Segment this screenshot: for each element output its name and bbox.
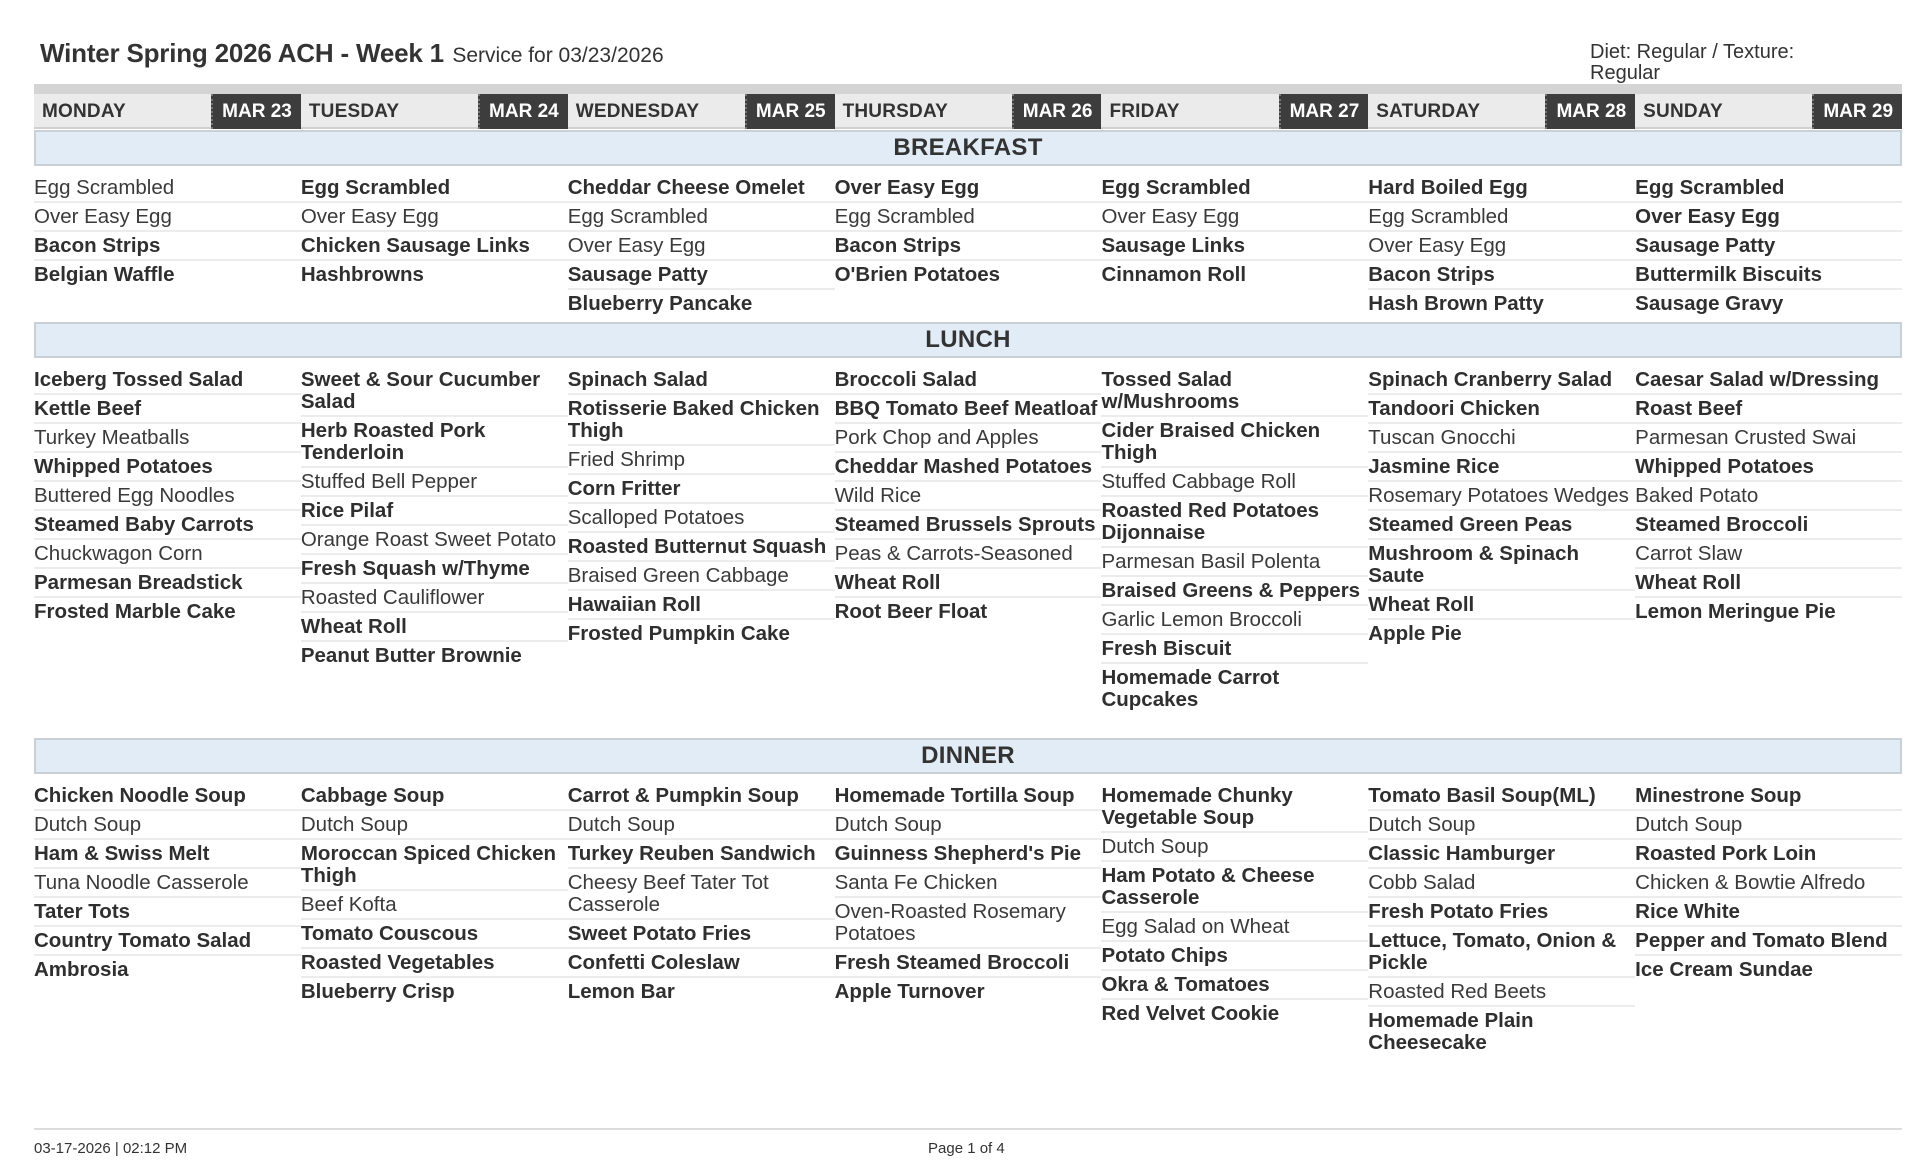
menu-item: Rice White [1635, 898, 1902, 927]
menu-item: Dutch Soup [34, 811, 301, 840]
menu-item: Egg Scrambled [835, 203, 1102, 232]
menu-item: Lemon Bar [567, 980, 675, 1003]
menu-item: Over Easy Egg [34, 203, 301, 232]
day-name: SATURDAY [1376, 100, 1481, 122]
menu-item: Chuckwagon Corn [34, 540, 301, 569]
menu-item: Fresh Squash w/Thyme [301, 555, 568, 584]
day-date-badge: MAR 25 [745, 94, 835, 129]
day-name: TUESDAY [308, 100, 400, 122]
menu-item: Homemade Tortilla Soup [835, 782, 1102, 811]
menu-item: Roasted Red Beets [1368, 978, 1635, 1007]
menu-item: Tomato Basil Soup(ML) [1368, 782, 1635, 811]
menu-item: Dutch Soup [1368, 811, 1635, 840]
menu-item: Country Tomato Salad [34, 927, 301, 956]
menu-item: Minestrone Soup [1635, 782, 1902, 811]
day-header-monday [34, 94, 301, 129]
service-date: Service for 03/23/2026 [452, 44, 664, 67]
menu-item: Caesar Salad w/Dressing [1635, 366, 1902, 395]
menu-item: Stuffed Bell Pepper [301, 468, 568, 497]
menu-item: Ambrosia [34, 958, 129, 981]
diet-line-1: Diet: Regular / Texture: [1590, 41, 1795, 63]
day-column-sunday [1635, 174, 1902, 317]
menu-item: Apple Turnover [834, 980, 985, 1003]
week-menu-table [34, 84, 1902, 129]
menu-item: Tater Tots [34, 898, 301, 927]
day-name: SUNDAY [1643, 100, 1723, 122]
day-column-friday [1101, 174, 1368, 317]
menu-item: Peanut Butter Brownie [300, 644, 522, 667]
day-date-badge: MAR 28 [1545, 94, 1635, 129]
menu-item: Blueberry Pancake [567, 292, 753, 315]
menu-item: Pepper and Tomato Blend [1635, 927, 1902, 956]
menu-item: Over Easy Egg [301, 203, 568, 232]
day-date-badge: MAR 24 [478, 94, 568, 129]
menu-item: Sausage Gravy [1635, 292, 1784, 315]
meal-grid [34, 774, 1902, 1056]
menu-item: Dutch Soup [1635, 811, 1902, 840]
meal-band [34, 738, 1902, 774]
menu-item: Root Beer Float [834, 600, 988, 623]
menu-item: Parmesan Basil Polenta [1101, 548, 1368, 577]
day-date-badge: MAR 23 [211, 94, 301, 129]
menu-item: Tandoori Chicken [1368, 395, 1635, 424]
menu-item: Egg Scrambled [1635, 174, 1902, 203]
menu-item: Spinach Salad [568, 366, 835, 395]
day-column-tuesday [301, 174, 568, 317]
menu-item: Herb Roasted Pork Tenderloin [301, 417, 568, 468]
menu-item: Rice Pilaf [301, 497, 568, 526]
menu-item: Tuna Noodle Casserole [34, 869, 301, 898]
menu-item: Fresh Potato Fries [1368, 898, 1635, 927]
day-column-saturday [1368, 174, 1635, 317]
menu-item: Sausage Patty [1635, 232, 1902, 261]
menu-item: Belgian Waffle [34, 263, 175, 286]
day-column-monday [34, 174, 301, 317]
menu-item: Corn Fritter [568, 475, 835, 504]
menu-item: Steamed Baby Carrots [34, 511, 301, 540]
menu-item: Guinness Shepherd's Pie [835, 840, 1102, 869]
menu-item: Chicken Sausage Links [301, 232, 568, 261]
menu-item: Whipped Potatoes [34, 453, 301, 482]
menu-item: Fried Shrimp [568, 446, 835, 475]
day-name: WEDNESDAY [575, 100, 700, 122]
menu-item: Wheat Roll [1368, 591, 1635, 620]
menu-item: Parmesan Breadstick [34, 569, 301, 598]
diet-texture-info [1590, 42, 1850, 84]
menu-item: Sweet Potato Fries [568, 920, 835, 949]
menu-item: Roast Beef [1635, 395, 1902, 424]
menu-item: Bacon Strips [34, 232, 301, 261]
diet-line-2: Regular [1590, 62, 1661, 84]
menu-item: Dutch Soup [568, 811, 835, 840]
day-name: MONDAY [42, 100, 126, 122]
menu-item: Parmesan Crusted Swai [1635, 424, 1902, 453]
meal-title: DINNER [921, 742, 1015, 769]
menu-item: Orange Roast Sweet Potato [301, 526, 568, 555]
menu-item: Broccoli Salad [835, 366, 1102, 395]
day-date-badge: MAR 27 [1279, 94, 1369, 129]
day-column-saturday [1368, 366, 1635, 713]
menu-item: Over Easy Egg [835, 174, 1102, 203]
menu-item: Moroccan Spiced Chicken Thigh [301, 840, 568, 891]
menu-item: Roasted Red Potatoes Dijonnaise [1101, 497, 1368, 548]
menu-item: Baked Potato [1635, 482, 1902, 511]
day-column-thursday [835, 174, 1102, 317]
menu-item: Hawaiian Roll [568, 591, 835, 620]
menu-item: Braised Green Cabbage [568, 562, 835, 591]
menu-item: Hashbrowns [300, 263, 424, 286]
day-column-friday [1101, 366, 1368, 713]
meal-section-dinner [34, 738, 1902, 1056]
menu-item: Over Easy Egg [568, 232, 835, 261]
day-header-wednesday [568, 94, 835, 129]
menu-item: Egg Scrambled [34, 174, 301, 203]
menu-item: Chicken & Bowtie Alfredo [1635, 869, 1902, 898]
menu-item: Scalloped Potatoes [568, 504, 835, 533]
menu-item: Cobb Salad [1368, 869, 1635, 898]
menu-item: Dutch Soup [1101, 833, 1368, 862]
menu-item: Tomato Couscous [301, 920, 568, 949]
day-column-monday [34, 366, 301, 713]
menu-item: Egg Scrambled [301, 174, 568, 203]
menu-item: Carrot & Pumpkin Soup [568, 782, 835, 811]
day-column-wednesday [568, 366, 835, 713]
menu-item: Cheddar Cheese Omelet [568, 174, 835, 203]
menu-item: Dutch Soup [301, 811, 568, 840]
menu-item: Garlic Lemon Broccoli [1101, 606, 1368, 635]
menu-item: Cider Braised Chicken Thigh [1101, 417, 1368, 468]
menu-item: Steamed Broccoli [1635, 511, 1902, 540]
meal-title: BREAKFAST [893, 134, 1043, 161]
menu-item: Frosted Pumpkin Cake [567, 622, 790, 645]
menu-item: Whipped Potatoes [1635, 453, 1902, 482]
menu-item: Hash Brown Patty [1368, 292, 1544, 315]
day-name: THURSDAY [842, 100, 948, 122]
day-column-sunday [1635, 782, 1902, 1056]
menu-item: Iceberg Tossed Salad [34, 366, 301, 395]
menu-item: Sausage Links [1101, 232, 1368, 261]
menu-item: Bacon Strips [835, 232, 1102, 261]
page-title [40, 38, 664, 69]
menu-item: Cheddar Mashed Potatoes [835, 453, 1102, 482]
menu-item: Frosted Marble Cake [34, 600, 236, 623]
printed-timestamp: 03-17-2026 | 02:12 PM [34, 1140, 188, 1157]
menu-item: Over Easy Egg [1101, 203, 1368, 232]
menu-item: Wheat Roll [835, 569, 1102, 598]
menu-item: Egg Scrambled [568, 203, 835, 232]
menu-item: Lemon Meringue Pie [1635, 600, 1836, 623]
menu-item: Oven-Roasted Rosemary Potatoes [835, 898, 1102, 949]
menu-item: Pork Chop and Apples [835, 424, 1102, 453]
menu-item: Mushroom & Spinach Saute [1368, 540, 1635, 591]
menu-item: Ham Potato & Cheese Casserole [1101, 862, 1368, 913]
page-number: Page 1 of 4 [928, 1140, 1005, 1157]
menu-item: Santa Fe Chicken [835, 869, 1102, 898]
day-date-badge: MAR 26 [1012, 94, 1102, 129]
meal-section-breakfast [34, 130, 1902, 317]
menu-item: Peas & Carrots-Seasoned [835, 540, 1102, 569]
meal-band [34, 130, 1902, 166]
menu-item: Steamed Brussels Sprouts [835, 511, 1102, 540]
menu-item: Wild Rice [835, 482, 1102, 511]
meal-grid [34, 358, 1902, 713]
menu-item: Classic Hamburger [1368, 840, 1635, 869]
menu-item: Stuffed Cabbage Roll [1101, 468, 1368, 497]
menu-item: Chicken Noodle Soup [34, 782, 301, 811]
meal-title: LUNCH [925, 326, 1011, 353]
menu-item: Roasted Vegetables [301, 949, 568, 978]
menu-item: BBQ Tomato Beef Meatloaf [835, 395, 1102, 424]
menu-item: Homemade Plain Cheesecake [1368, 1009, 1534, 1054]
menu-item: Lettuce, Tomato, Onion & Pickle [1368, 927, 1635, 978]
menu-item: Fresh Steamed Broccoli [835, 949, 1102, 978]
menu-item: Red Velvet Cookie [1101, 1002, 1280, 1025]
menu-item: Braised Greens & Peppers [1101, 577, 1368, 606]
menu-item: Dutch Soup [835, 811, 1102, 840]
menu-item: Confetti Coleslaw [568, 949, 835, 978]
menu-item: Tossed Salad w/Mushrooms [1101, 366, 1368, 417]
menu-item: Homemade Chunky Vegetable Soup [1101, 782, 1368, 833]
menu-item: Bacon Strips [1368, 261, 1635, 290]
menu-item: Apple Pie [1368, 622, 1462, 645]
menu-item: Turkey Meatballs [34, 424, 301, 453]
day-column-sunday [1635, 366, 1902, 713]
menu-item: Over Easy Egg [1368, 232, 1635, 261]
menu-item: Homemade Carrot Cupcakes [1101, 666, 1280, 711]
menu-item: Egg Salad on Wheat [1101, 913, 1368, 942]
menu-item: Hard Boiled Egg [1368, 174, 1635, 203]
day-column-tuesday [301, 782, 568, 1056]
header-top-stripe [34, 84, 1902, 94]
menu-item: Cabbage Soup [301, 782, 568, 811]
day-header-saturday [1368, 94, 1635, 129]
footer-divider [34, 1128, 1902, 1130]
menu-item: Spinach Cranberry Salad [1368, 366, 1635, 395]
menu-item: Potato Chips [1101, 942, 1368, 971]
menu-item: Ice Cream Sundae [1635, 958, 1813, 981]
day-column-wednesday [568, 782, 835, 1056]
menu-item: Sweet & Sour Cucumber Salad [301, 366, 568, 417]
menu-item: Cinnamon Roll [1101, 263, 1247, 286]
menu-title: Winter Spring 2026 ACH - Week 1 [40, 38, 444, 68]
menu-item: Wheat Roll [1635, 569, 1902, 598]
day-column-thursday [835, 366, 1102, 713]
menu-item: Egg Scrambled [1101, 174, 1368, 203]
day-column-friday [1101, 782, 1368, 1056]
menu-item: Buttered Egg Noodles [34, 482, 301, 511]
menu-item: Beef Kofta [301, 891, 568, 920]
menu-item: Tuscan Gnocchi [1368, 424, 1635, 453]
day-column-thursday [835, 782, 1102, 1056]
day-header-sunday [1635, 94, 1902, 129]
day-date-badge: MAR 29 [1812, 94, 1902, 129]
menu-item: Wheat Roll [301, 613, 568, 642]
menu-item: Roasted Butternut Squash [568, 533, 835, 562]
menu-item: Jasmine Rice [1368, 453, 1635, 482]
menu-item: Carrot Slaw [1635, 540, 1902, 569]
menu-item: Steamed Green Peas [1368, 511, 1635, 540]
menu-item: Egg Scrambled [1368, 203, 1635, 232]
menu-item: Okra & Tomatoes [1101, 971, 1368, 1000]
menu-item: Rosemary Potatoes Wedges [1368, 482, 1635, 511]
meal-band [34, 322, 1902, 358]
day-header-friday [1101, 94, 1368, 129]
meal-grid [34, 166, 1902, 317]
menu-item: Roasted Cauliflower [301, 584, 568, 613]
meal-section-lunch [34, 322, 1902, 713]
menu-item: Fresh Biscuit [1101, 635, 1368, 664]
menu-item: Turkey Reuben Sandwich [568, 840, 835, 869]
menu-item: Sausage Patty [568, 261, 835, 290]
menu-item: Buttermilk Biscuits [1635, 261, 1902, 290]
day-name: FRIDAY [1109, 100, 1180, 122]
menu-item: Kettle Beef [34, 395, 301, 424]
menu-item: Blueberry Crisp [300, 980, 455, 1003]
day-header-row [34, 94, 1902, 129]
menu-item: O'Brien Potatoes [834, 263, 1001, 286]
menu-item: Ham & Swiss Melt [34, 840, 301, 869]
day-column-monday [34, 782, 301, 1056]
menu-item: Cheesy Beef Tater Tot Casserole [568, 869, 835, 920]
day-column-saturday [1368, 782, 1635, 1056]
day-column-wednesday [568, 174, 835, 317]
menu-item: Roasted Pork Loin [1635, 840, 1902, 869]
day-header-tuesday [301, 94, 568, 129]
menu-item: Rotisserie Baked Chicken Thigh [568, 395, 835, 446]
day-header-thursday [835, 94, 1102, 129]
menu-item: Over Easy Egg [1635, 203, 1902, 232]
day-column-tuesday [301, 366, 568, 713]
